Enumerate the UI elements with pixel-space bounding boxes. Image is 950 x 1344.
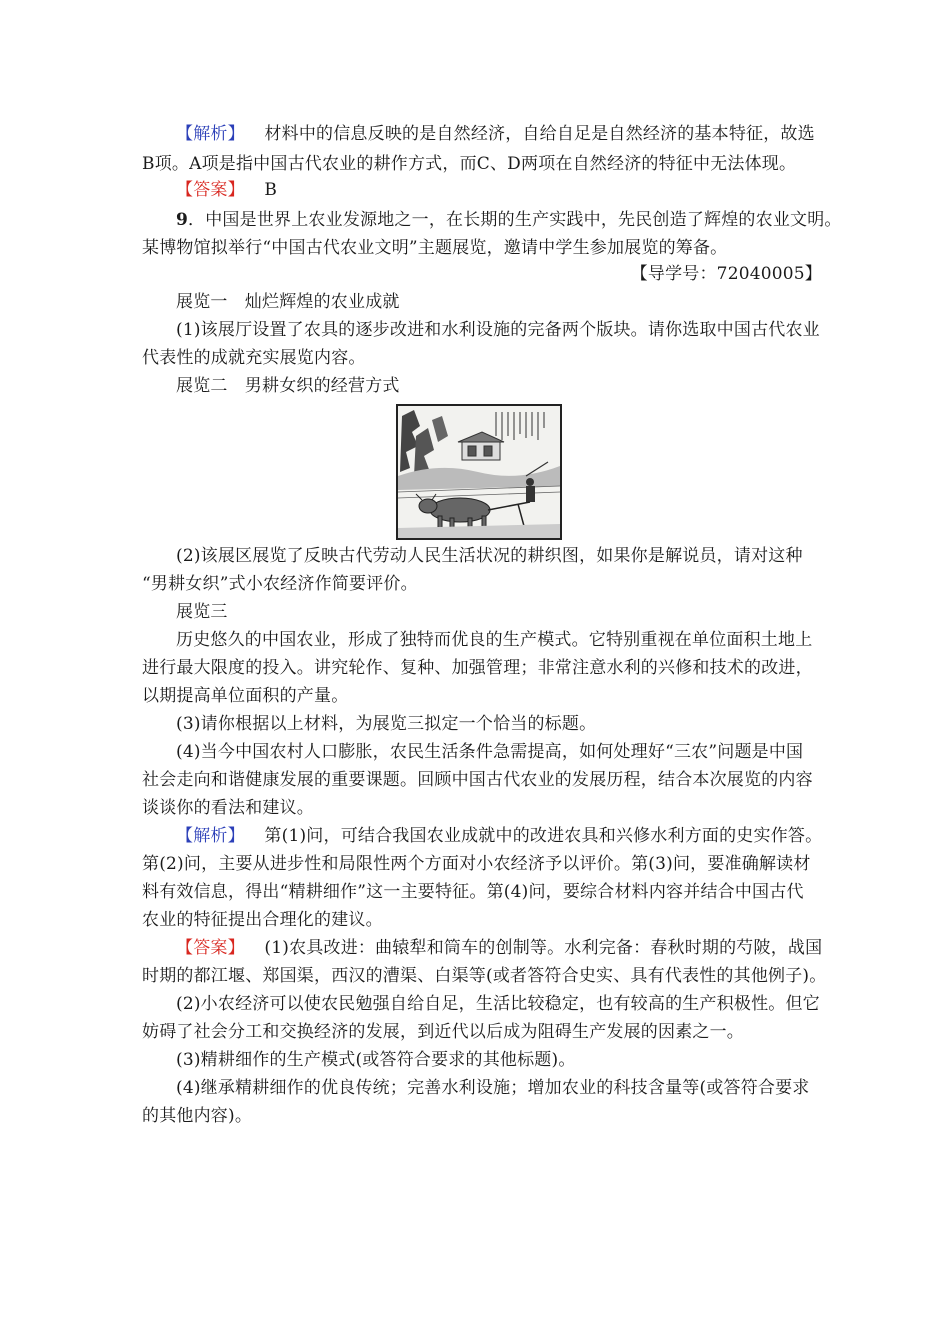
q9-answer-3: (3)精耕细作的生产模式(或答符合要求的其他标题)。 [176,1050,576,1070]
q9-stem-line-2: 某博物馆拟举行“中国古代农业文明”主题展览，邀请中学生参加展览的筹备。 [142,238,728,258]
q9-sub4-line-1: (4)当今中国农村人口膨胀，农民生活条件急需提高，如何处理好“三农”问题是中国 [176,742,804,762]
q9-answer-2-line-1: (2)小农经济可以使农民勉强自给自足，生活比较稳定，也有较高的生产积极性。但它 [176,994,820,1014]
material-line-2: 进行最大限度的投入。讲究轮作、复种、加强管理；非常注意水利的兴修和技术的改进， [142,658,813,678]
q9-analysis-line-1 [176,824,856,848]
q9-sub1-line-1: (1)该展厅设置了农具的逐步改进和水利设施的完备两个版块。请你选取中国古代农业 [176,320,820,340]
q9-answer-4-line-2: 的其他内容)。 [142,1106,253,1126]
q8-answer-label: 【答案】 [176,180,245,200]
q8-answer-text: B [264,180,278,200]
q9-answer-line-2: 时期的都江堰、郑国渠，西汉的漕渠、白渠等(或者答符合史实、具有代表性的其他例子)。 [142,966,827,986]
q9-answer-4-line-1: (4)继承精耕细作的优良传统；完善水利设施；增加农业的科技含量等(或答符合要求 [176,1078,810,1098]
q9-analysis-text-1: 第(1)问，可结合我国农业成就中的改进农具和兴修水利方面的史实作答。 [264,826,823,846]
q9-analysis-line-3: 料有效信息，得出“精耕细作”这一主要特征。第(4)问，要综合材料内容并结合中国古代 [142,882,804,902]
q9-stem-text-1: ．中国是世界上农业发源地之一，在长期的生产实践中，先民创造了辉煌的农业文明。 [188,210,842,230]
q8-answer-line [176,178,856,202]
plowing-weaving-picture [396,404,562,540]
exhibit-3-title: 展览三 [176,602,228,622]
q9-sub4-line-3: 谈谈你的看法和建议。 [142,798,314,818]
guide-number: 【导学号：72040005】 [630,264,822,284]
q9-sub2-line-1: (2)该展区展览了反映古代劳动人民生活状况的耕织图，如果你是解说员，请对这种 [176,546,803,566]
exhibit-1-title: 展览一 灿烂辉煌的农业成就 [176,292,400,312]
q9-answer-line-1 [176,936,856,960]
q8-analysis-label: 【解析】 [176,124,245,144]
q9-sub2-line-2: “男耕女织”式小农经济作简要评价。 [142,574,418,594]
q9-sub3: (3)请你根据以上材料，为展览三拟定一个恰当的标题。 [176,714,597,734]
exhibit-2-title: 展览二 男耕女织的经营方式 [176,376,400,396]
q9-answer-2-line-2: 妨碍了社会分工和交换经济的发展，到近代以后成为阻碍生产发展的因素之一。 [142,1022,744,1042]
q9-sub4-line-2: 社会走向和谐健康发展的重要课题。回顾中国古代农业的发展历程，结合本次展览的内容 [142,770,813,790]
q9-analysis-line-2: 第(2)问，主要从进步性和局限性两个方面对小农经济予以评价。第(3)问，要准确解读材 [142,854,811,874]
material-line-3: 以期提高单位面积的产量。 [142,686,349,706]
q9-sub1-line-2: 代表性的成就充实展览内容。 [142,348,366,368]
q9-answer-label: 【答案】 [176,938,245,958]
q9-answer-text-1: (1)农具改进：曲辕犁和筒车的创制等。水利完备：春秋时期的芍陂，战国 [264,938,823,958]
q9-number: 9 [176,210,189,230]
material-line-1: 历史悠久的中国农业，形成了独特而优良的生产模式。它特别重视在单位面积土地上 [176,630,813,650]
q9-stem-line-1 [176,208,856,232]
q8-analysis-line-2: B项。A项是指中国古代农业的耕作方式，而C、D两项在自然经济的特征中无法体现。 [142,154,797,174]
q8-analysis-text-1: 材料中的信息反映的是自然经济，自给自足是自然经济的基本特征，故选 [264,124,815,144]
woodcut-illustration [398,406,560,538]
q9-analysis-label: 【解析】 [176,826,245,846]
q8-analysis-line-1 [176,122,856,146]
q9-analysis-line-4: 农业的特征提出合理化的建议。 [142,910,383,930]
